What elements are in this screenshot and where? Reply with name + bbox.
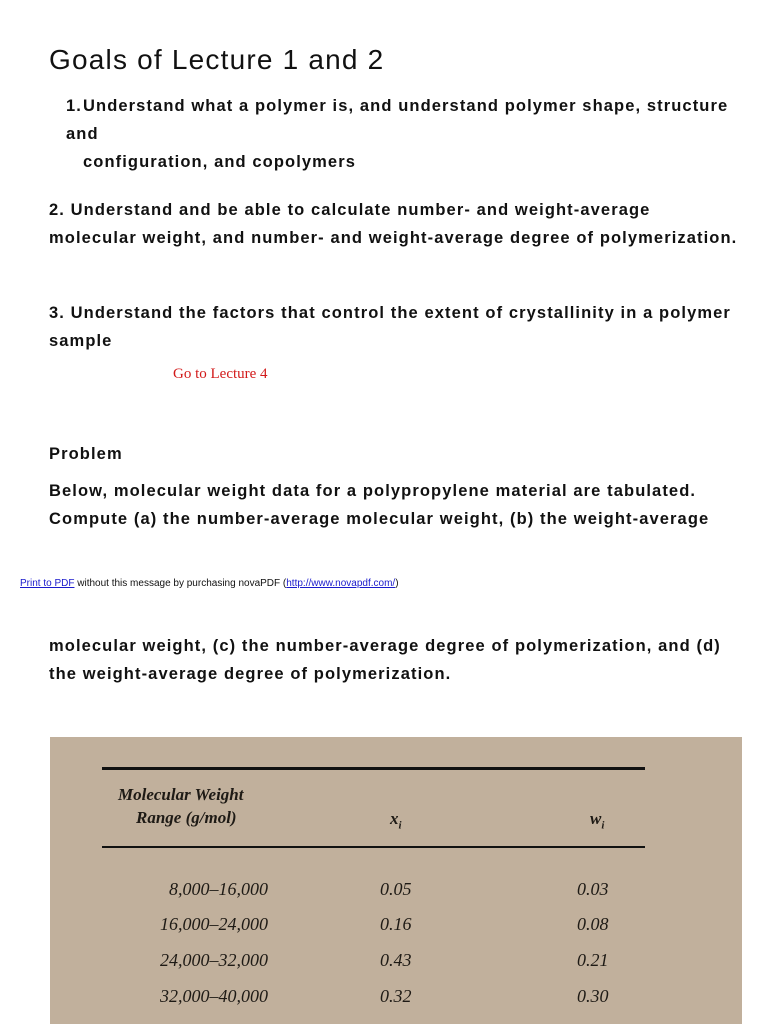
problem-text: Below, molecular weight data for a polypropylene material are tabulated. Compute (a) the number-average molecular weight, (b) the weight-average <box>49 482 710 528</box>
header-range-line-2: Range (g/mol) <box>136 808 237 827</box>
header-xi-subscript: i <box>398 819 402 832</box>
header-range-line-1: Molecular Weight <box>118 785 244 804</box>
table-cell-xi: 0.32 <box>380 986 412 1006</box>
problem-heading: Problem <box>49 445 123 463</box>
print-to-pdf-link[interactable]: Print to PDF <box>20 578 75 589</box>
table-cell-range: 32,000–40,000 <box>160 986 268 1006</box>
go-to-lecture-4-link[interactable]: Go to Lecture 4 <box>173 366 268 382</box>
goal-1 <box>66 92 736 176</box>
table-cell-xi: 0.43 <box>380 950 412 970</box>
header-xi <box>390 809 402 831</box>
table-cell-xi: 0.05 <box>380 879 412 899</box>
table-header-rule <box>102 846 645 848</box>
table-cell-wi: 0.30 <box>577 986 609 1006</box>
page-title: Goals of Lecture 1 and 2 <box>49 44 385 75</box>
table-cell-wi: 0.21 <box>577 950 609 970</box>
goal-1-line-2: configuration, and copolymers <box>83 153 357 171</box>
goal-3: 3. Understand the factors that control the extent of crystallinity in a polymer sample <box>49 304 731 350</box>
header-xi-symbol: x <box>390 809 399 828</box>
header-wi <box>590 809 604 831</box>
goal-2: 2. Understand and be able to calculate number- and weight-average molecular weight, and number- and weight-average degree of polymerization. <box>49 201 738 247</box>
pdf-notice-end: ) <box>395 578 399 589</box>
table-cell-range: 24,000–32,000 <box>160 950 268 970</box>
header-wi-symbol: w <box>590 809 602 828</box>
table-cell-wi: 0.08 <box>577 914 609 934</box>
problem-text-continued: molecular weight, (c) the number-average degree of polymerization, and (d) the weight-average degree of polymerization. <box>49 637 721 683</box>
goal-1-line-1: Understand what a polymer is, and understand polymer shape, structure and <box>66 97 729 143</box>
novapdf-url-link[interactable]: http://www.novapdf.com/ <box>286 578 396 589</box>
table-cell-range: 16,000–24,000 <box>160 914 268 934</box>
table-top-rule <box>102 767 645 770</box>
molecular-weight-table <box>50 737 742 1024</box>
table-cell-wi: 0.03 <box>577 879 609 899</box>
goal-1-number: 1. <box>66 97 82 115</box>
pdf-notice-text: without this message by purchasing novaPDF ( <box>74 578 287 589</box>
pdf-notice <box>20 578 399 589</box>
table-cell-range: 8,000–16,000 <box>169 879 268 899</box>
table-cell-xi: 0.16 <box>380 914 412 934</box>
header-wi-subscript: i <box>601 819 605 832</box>
